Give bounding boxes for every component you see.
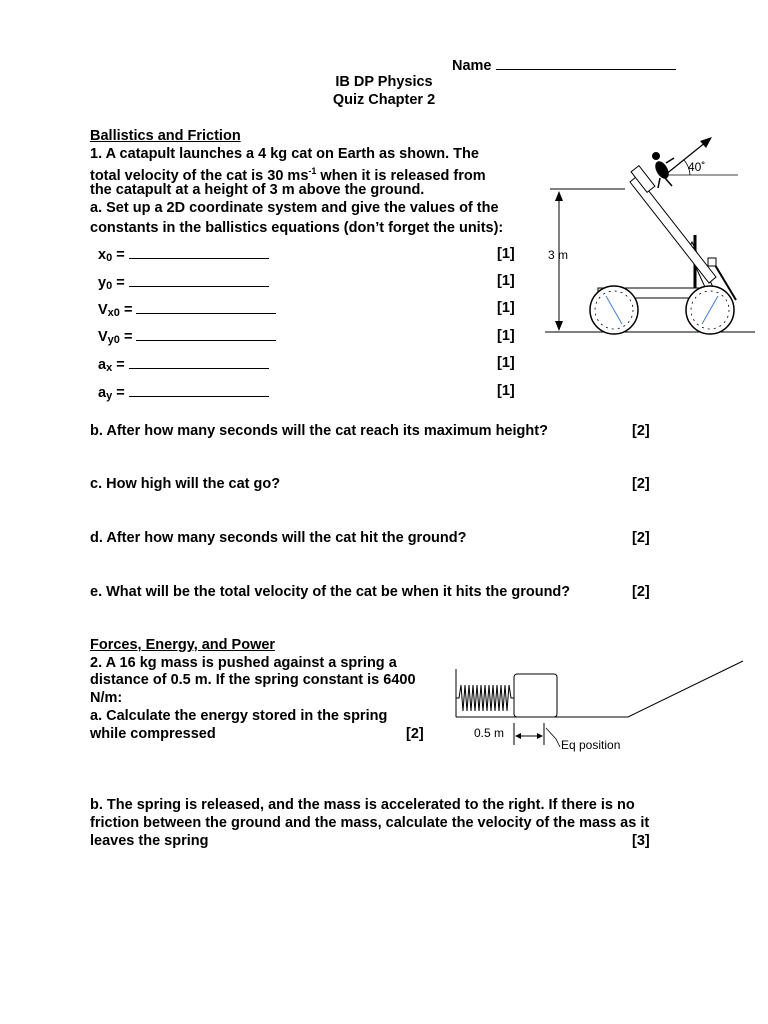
question-b-marks: [2] <box>632 423 650 439</box>
q2a-marks: [2] <box>406 726 424 742</box>
q2-line-2: distance of 0.5 m. If the spring constant is 6400 <box>90 672 416 688</box>
spring-diagram <box>450 655 750 760</box>
field-ax-equals: = <box>112 357 129 373</box>
section-heading-forces: Forces, Energy, and Power <box>90 637 276 653</box>
field-ay-marks: [1] <box>497 383 515 399</box>
eq-position-label: Eq position <box>561 738 621 752</box>
page-title: IB DP Physics <box>335 74 433 90</box>
question-c: c. How high will the cat go? <box>90 476 281 492</box>
name-blank[interactable] <box>496 56 676 70</box>
field-ax-symbol: a <box>98 357 107 373</box>
field-y0-symbol: y <box>98 275 107 291</box>
angle-label: 40˚ <box>688 160 706 174</box>
q2-line-3: N/m: <box>90 690 123 706</box>
field-ax-subscript: x <box>106 362 113 374</box>
question-e: e. What will be the total velocity of the cat be when it hits the ground? <box>90 584 571 600</box>
field-y0-subscript: 0 <box>106 280 113 292</box>
field-ay-subscript: y <box>106 390 113 402</box>
field-ay-symbol: a <box>98 385 107 401</box>
field-x0[interactable] <box>98 245 269 267</box>
field-vx0-marks: [1] <box>497 300 515 316</box>
field-vy0[interactable] <box>98 327 276 349</box>
name-label: Name <box>452 58 492 74</box>
field-x0-symbol: x <box>98 247 107 263</box>
q2-line-1: 2. A 16 kg mass is pushed against a spring a <box>90 655 397 671</box>
field-ay-equals: = <box>112 385 129 401</box>
q2b-line-1: b. The spring is released, and the mass is accelerated to the right. If there is no <box>90 797 635 813</box>
field-ay[interactable] <box>98 383 269 405</box>
distance-label: 0.5 m <box>474 726 505 740</box>
front-wheel <box>590 286 638 334</box>
field-y0-blank[interactable] <box>129 273 269 287</box>
field-ax-marks: [1] <box>497 355 515 371</box>
rear-wheel <box>686 286 734 334</box>
question-d: d. After how many seconds will the cat hit the ground? <box>90 530 467 546</box>
q2b-marks: [3] <box>632 833 650 849</box>
page-subtitle: Quiz Chapter 2 <box>332 92 436 108</box>
field-x0-equals: = <box>112 247 129 263</box>
field-vx0-subscript: x0 <box>107 307 120 319</box>
q1-velocity-unit-exponent: -1 <box>308 166 317 176</box>
q1-line-1: 1. A catapult launches a 4 kg cat on Earth as shown. The <box>90 146 479 162</box>
section-heading-ballistics: Ballistics and Friction <box>90 128 241 144</box>
field-vx0-blank[interactable] <box>136 300 276 314</box>
q2a-line-1: a. Calculate the energy stored in the spring <box>90 708 388 724</box>
field-vy0-marks: [1] <box>497 328 515 344</box>
q1-line-2-post: when it is released from <box>316 168 486 184</box>
field-vy0-symbol: V <box>98 329 108 345</box>
spring-icon <box>456 685 514 711</box>
q1-line-3: the catapult at a height of 3 m above the ground. <box>90 182 425 198</box>
question-e-marks: [2] <box>632 584 650 600</box>
field-ax[interactable] <box>98 355 269 377</box>
question-c-marks: [2] <box>632 476 650 492</box>
qa-line-1: a. Set up a 2D coordinate system and give the values of the <box>90 200 499 216</box>
q2b-line-3: leaves the spring <box>90 833 209 849</box>
field-vx0-symbol: V <box>98 302 108 318</box>
field-y0-marks: [1] <box>497 273 515 289</box>
field-ay-blank[interactable] <box>129 383 269 397</box>
q2b-line-2: friction between the ground and the mass, calculate the velocity of the mass as it <box>90 815 650 831</box>
field-y0-equals: = <box>112 275 129 291</box>
qa-line-2: constants in the ballistics equations (don’t forget the units): <box>90 220 504 236</box>
q1-line-2-pre: total velocity of the cat is 30 ms <box>90 168 309 184</box>
height-label: 3 m <box>548 248 569 262</box>
mass-block <box>514 674 557 717</box>
field-x0-blank[interactable] <box>129 245 269 259</box>
field-vy0-equals: = <box>119 329 137 345</box>
field-vy0-blank[interactable] <box>136 327 276 341</box>
field-ax-blank[interactable] <box>129 355 269 369</box>
field-vx0-equals: = <box>119 302 137 318</box>
field-vy0-subscript: y0 <box>107 334 120 346</box>
field-x0-subscript: 0 <box>106 252 113 264</box>
question-d-marks: [2] <box>632 530 650 546</box>
field-vx0[interactable] <box>98 300 276 322</box>
catapult-diagram <box>540 130 760 345</box>
q2a-line-2: while compressed <box>90 726 216 742</box>
question-b: b. After how many seconds will the cat reach its maximum height? <box>90 423 548 439</box>
field-y0[interactable] <box>98 273 269 295</box>
field-x0-marks: [1] <box>497 246 515 262</box>
